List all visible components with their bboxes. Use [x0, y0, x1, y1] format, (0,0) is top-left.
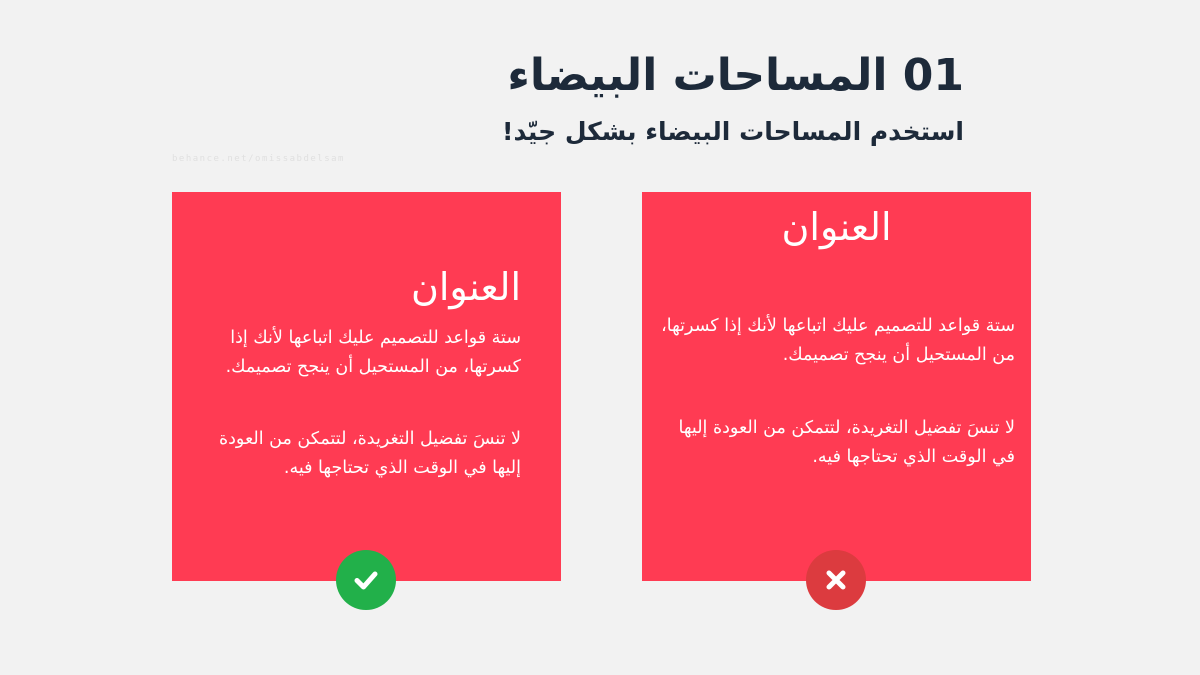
card-paragraph-2: لا تنسَ تفضيل التغريدة، لتتمكن من العودة إليها في الوقت الذي تحتاجها فيه.	[218, 429, 521, 478]
card-paragraph-1: ستة قواعد للتصميم عليك اتباعها لأنك إذا كسرتها، من المستحيل أن ينجح تصميمك.	[225, 328, 521, 377]
card-paragraph-1: ستة قواعد للتصميم عليك اتباعها لأنك إذا كسرتها، من المستحيل أن ينجح تصميمك.	[661, 316, 1015, 365]
check-icon	[336, 550, 396, 610]
watermark: behance.net/omissabdelsam	[172, 154, 345, 164]
card-paragraph-2: لا تنسَ تفضيل التغريدة، لتتمكن من العودة إليها في الوقت الذي تحتاجها فيه.	[678, 418, 1015, 467]
page-subtitle: استخدم المساحات البيضاء بشكل جيّد!	[502, 117, 964, 146]
good-example-card	[172, 192, 561, 581]
card-title: العنوان	[410, 265, 521, 309]
cross-icon	[806, 550, 866, 610]
bad-example-card	[642, 192, 1031, 581]
page-title: 01 المساحات البيضاء	[507, 50, 964, 101]
card-title: العنوان	[781, 205, 892, 249]
